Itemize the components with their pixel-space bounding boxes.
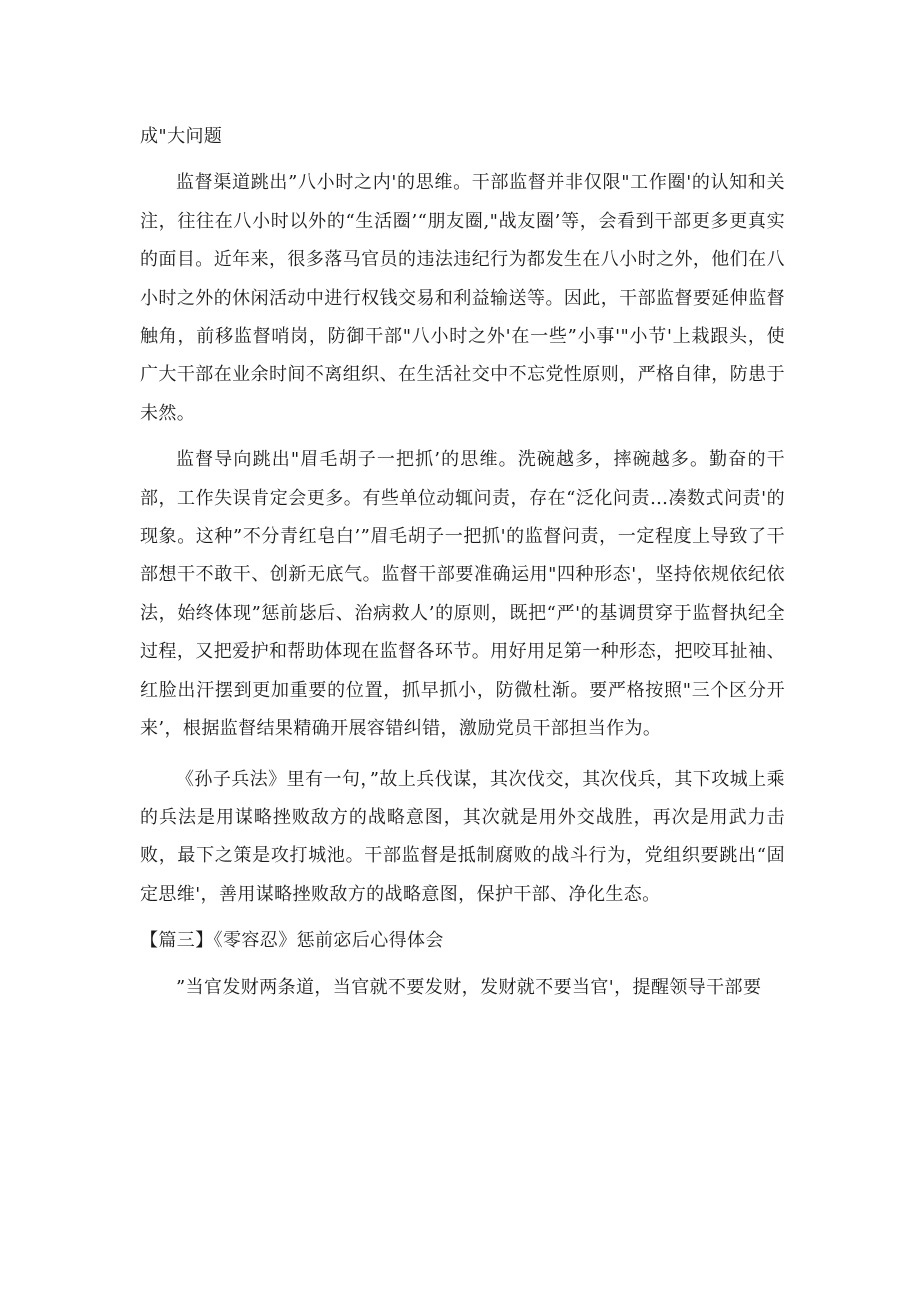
paragraph-spacer (140, 749, 785, 761)
paragraph-art-of-war: 《孙子兵法》里有一句，”故上兵伐谋，其次伐交，其次伐兵，其下攻城上乘的兵法是用谋略挫败敌方的战略意图，其次就是用外交战胜，再次是用武力击败，最下之策是攻打城池。干部监督是抵制腐败的战斗行为，党组织要跳出“固定思维'，善用谋略挫败敌方的战略意图，保护干部、净化生态。 (140, 768, 785, 905)
paragraph-continuation: 成"大问题 (140, 126, 223, 147)
section-heading: 【篇三】《零容忍》惩前宓后心得体会 (140, 930, 444, 952)
paragraph-supervision-channel: 监督渠道跳出”八小时之内'的思维。干部监督并非仅限"工作圈'的认知和关注，往往在八小时以外的“生活圈’“朋友圈,"战友圈’等，会看到干部更多更真实的面目。近年来，很多落马官员的违法违纪行为都发生在八小时之外，他们在八小时之外的休闲活动中进行权钱交易和利益输送等。因此，干部监督要延伸监督触角，前移监督哨岗，防御干部"八小时之外'在一些”小事'"小节'上栽跟头，使广大干部在业余时间不离组织、在生活社交中不忘党性原则，严格自律，防患于未然。 (140, 172, 785, 424)
paragraph-spacer (140, 156, 785, 164)
paragraph-spacer (140, 914, 785, 922)
paragraph-supervision-orientation: 监督导向跳出"眉毛胡子一把抓’的思维。洗碗越多，摔碗越多。勤奋的干部，工作失误肯定会更多。有些单位动辄问责，存在“泛化问责…凑数式问责'的现象。这种”不分青红皂白’”眉毛胡子一把抓'的监督问责，一定程度上导致了干部想干不敢干、创新无底气。监督干部要准确运用"四种形态'，坚持依规依纪依法，始终体现”惩前毖后、治病救人’的原则，既把“严'的基调贯穿于监督执纪全过程，又把爱护和帮助体现在监督各环节。用好用足第一种形态，把咬耳扯袖、红脸出汗摆到更加重要的位置，抓早抓小，防微杜渐。要严格按照"三个区分开来’，根据监督结果精确开展容错纠错，激励党员干部担当作为。 (140, 449, 785, 740)
paragraph-official-wealth: ”当官发财两条道，当官就不要发财，发财就不要当官'，提醒领导干部要 (176, 976, 762, 998)
document-page (140, 118, 785, 1007)
paragraph-spacer (140, 961, 785, 969)
paragraph-spacer (140, 433, 785, 441)
